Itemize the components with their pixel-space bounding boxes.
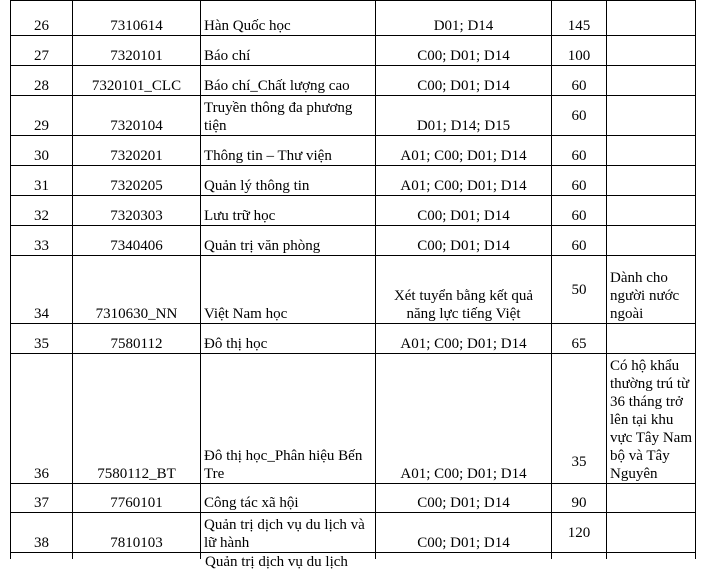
table-row <box>11 354 696 484</box>
subject-combinations: C00; D01; D14 <box>376 66 552 96</box>
major-code: 7580112 <box>73 324 201 354</box>
row-number: 27 <box>11 36 73 66</box>
major-name: Đô thị học_Phân hiệu Bến Tre <box>201 354 376 484</box>
quota: 50 <box>552 256 607 324</box>
subject-combinations: C00; D01; D14 <box>376 513 552 553</box>
note <box>607 196 696 226</box>
major-name: Quản trị dịch vụ du lịch và lữ hành <box>201 513 376 553</box>
row-number: 30 <box>11 136 73 166</box>
subject-combinations: A01; C00; D01; D14 <box>376 324 552 354</box>
row-number: 26 <box>11 1 73 36</box>
admissions-table <box>10 0 696 570</box>
note <box>607 166 696 196</box>
quota: 60 <box>552 136 607 166</box>
subject-combinations: A01; C00; D01; D14 <box>376 166 552 196</box>
table-row <box>11 553 696 559</box>
table-row <box>11 513 696 553</box>
note: Có hộ khẩu thường trú từ 36 tháng trở lên tại khu vực Tây Nam bộ và Tây Nguyên <box>607 354 696 484</box>
row-number: 36 <box>11 354 73 484</box>
quota <box>552 553 607 559</box>
major-name-cut-text: Quản trị dịch vụ du lịch <box>205 554 348 570</box>
major-code: 7760101 <box>73 484 201 513</box>
row-number: 34 <box>11 256 73 324</box>
quota: 60 <box>552 66 607 96</box>
major-name: Truyền thông đa phương tiện <box>201 96 376 136</box>
row-number: 29 <box>11 96 73 136</box>
major-code: 7310630_NN <box>73 256 201 324</box>
major-code: 7320101 <box>73 36 201 66</box>
row-number: 38 <box>11 513 73 553</box>
quota: 60 <box>552 166 607 196</box>
major-code: 7810103 <box>73 513 201 553</box>
subject-combinations: C00; D01; D14 <box>376 226 552 256</box>
quota: 60 <box>552 226 607 256</box>
major-name: Lưu trữ học <box>201 196 376 226</box>
major-name: Quản lý thông tin <box>201 166 376 196</box>
subject-combinations: Xét tuyển bằng kết quả năng lực tiếng Việt <box>376 256 552 324</box>
major-code: 7310614 <box>73 1 201 36</box>
table-row <box>11 196 696 226</box>
table-row <box>11 324 696 354</box>
row-number: 28 <box>11 66 73 96</box>
major-name: Báo chí_Chất lượng cao <box>201 66 376 96</box>
note <box>607 136 696 166</box>
major-code: 7320101_CLC <box>73 66 201 96</box>
note <box>607 1 696 36</box>
table-row <box>11 166 696 196</box>
table-row <box>11 484 696 513</box>
subject-combinations: C00; D01; D14 <box>376 484 552 513</box>
major-code: 7340406 <box>73 226 201 256</box>
note <box>607 324 696 354</box>
quota: 60 <box>552 96 607 136</box>
subject-combinations: A01; C00; D01; D14 <box>376 136 552 166</box>
note <box>607 66 696 96</box>
subject-combinations: C00; D01; D14 <box>376 196 552 226</box>
row-number: 33 <box>11 226 73 256</box>
note <box>607 553 696 559</box>
table-row <box>11 96 696 136</box>
table-row <box>11 36 696 66</box>
major-code: 7320201 <box>73 136 201 166</box>
major-code: 7320303 <box>73 196 201 226</box>
major-name: Công tác xã hội <box>201 484 376 513</box>
major-name: Quản trị văn phòng <box>201 226 376 256</box>
quota: 145 <box>552 1 607 36</box>
major-code: 7580112_BT <box>73 354 201 484</box>
quota: 60 <box>552 196 607 226</box>
major-code: 7320205 <box>73 166 201 196</box>
row-number: 37 <box>11 484 73 513</box>
major-name: Hàn Quốc học <box>201 1 376 36</box>
major-name <box>201 553 376 570</box>
quota: 65 <box>552 324 607 354</box>
quota: 90 <box>552 484 607 513</box>
subject-combinations: D01; D14 <box>376 1 552 36</box>
note <box>607 513 696 553</box>
quota: 35 <box>552 354 607 484</box>
row-number: 35 <box>11 324 73 354</box>
subject-combinations: D01; D14; D15 <box>376 96 552 136</box>
major-name: Việt Nam học <box>201 256 376 324</box>
major-code: 7320104 <box>73 96 201 136</box>
quota: 120 <box>552 513 607 553</box>
major-name: Đô thị học <box>201 324 376 354</box>
row-number <box>11 553 73 559</box>
major-name: Thông tin – Thư viện <box>201 136 376 166</box>
note <box>607 484 696 513</box>
row-number: 31 <box>11 166 73 196</box>
major-name: Báo chí <box>201 36 376 66</box>
subject-combinations: A01; C00; D01; D14 <box>376 354 552 484</box>
table-row <box>11 256 696 324</box>
table-row <box>11 66 696 96</box>
note: Dành cho người nước ngoài <box>607 256 696 324</box>
quota: 100 <box>552 36 607 66</box>
note <box>607 96 696 136</box>
major-code <box>73 553 201 559</box>
subject-combinations <box>376 553 552 559</box>
subject-combinations: C00; D01; D14 <box>376 36 552 66</box>
table-row <box>11 226 696 256</box>
table-row <box>11 136 696 166</box>
note <box>607 36 696 66</box>
table-row <box>11 1 696 36</box>
row-number: 32 <box>11 196 73 226</box>
note <box>607 226 696 256</box>
